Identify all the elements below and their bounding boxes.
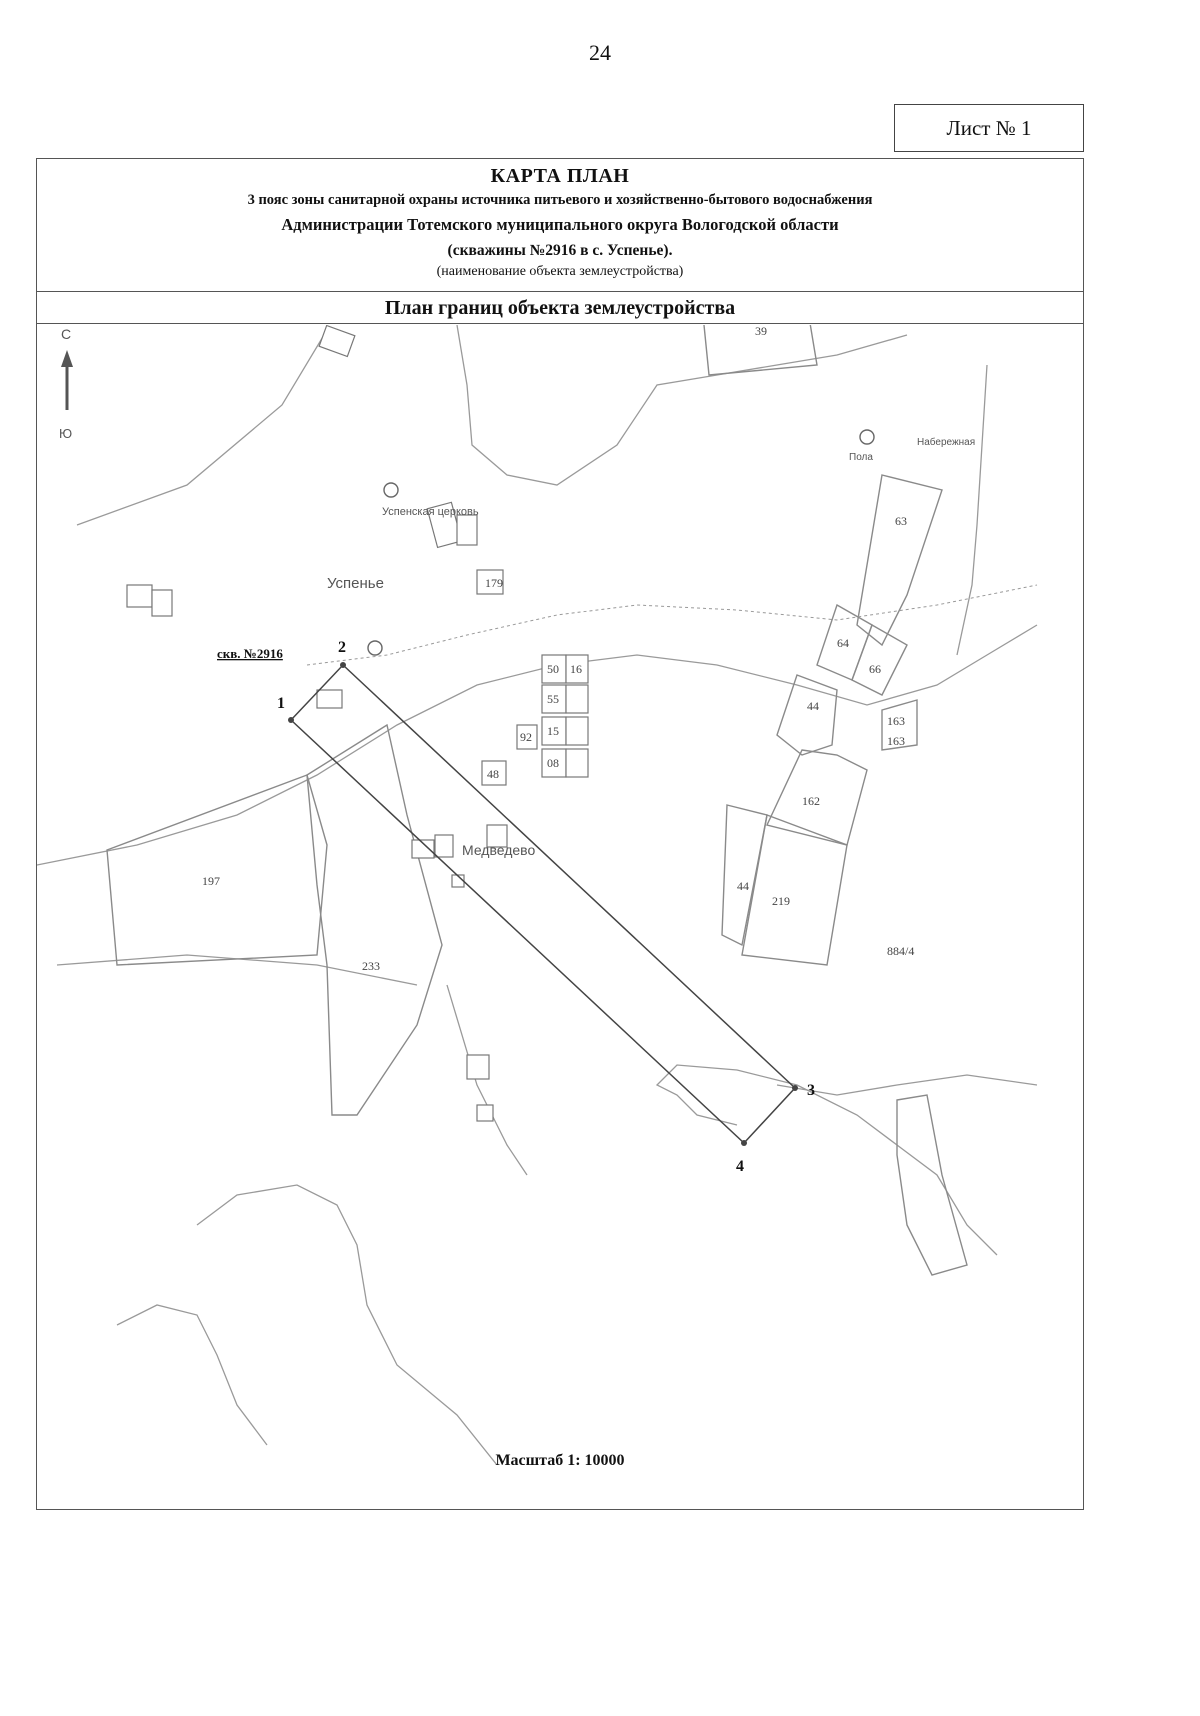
parcel-south-outline: [897, 1095, 967, 1275]
parcel-number: 884/4: [887, 944, 915, 958]
point-1-label: 1: [277, 695, 285, 712]
river-line: [457, 325, 907, 485]
place-icon: [860, 430, 874, 444]
parcel-63-outline: [857, 475, 942, 645]
parcel-number: 15: [547, 724, 559, 738]
place-label-medvedevo: Медведево: [462, 842, 536, 858]
road-line: [957, 365, 987, 655]
parcel-44-outline: [777, 675, 837, 755]
road-line: [77, 330, 327, 525]
parcel-number: 179: [485, 576, 503, 590]
parcel-number: 48: [487, 767, 499, 781]
point-2-label: 2: [338, 639, 346, 656]
point-3-label: 3: [807, 1082, 815, 1099]
parcel-number: 50: [547, 662, 559, 676]
parcel-number: 219: [772, 894, 790, 908]
parcel-number: 55: [547, 692, 559, 706]
place-label-uspenye: Успенье: [327, 575, 384, 592]
compass-north: С: [61, 326, 72, 342]
map-subtitle-admin: Администрации Тотемского муниципального округа Вологодской области: [281, 215, 839, 234]
road-line: [777, 1075, 1037, 1095]
parcel-number: 44: [807, 699, 819, 713]
parcel-219-outline: [742, 815, 847, 965]
parcel-number: 162: [802, 794, 820, 808]
parcel-number: 64: [837, 636, 849, 650]
map-subtitle-caption: (наименование объекта землеустройства): [436, 264, 684, 279]
point-4-label: 4: [736, 1158, 744, 1175]
place-icon: [368, 641, 382, 655]
parcel-number: 163: [887, 734, 905, 748]
parcel-number: 39: [755, 325, 767, 338]
map-subtitle-zone: 3 пояс зоны санитарной охраны источника питьевого и хозяйственно-бытового водоснабжения: [247, 192, 873, 208]
place-label-church: Успенская церковь: [382, 506, 479, 518]
parcel-number: 233: [362, 959, 380, 973]
compass-icon: [59, 326, 73, 441]
parcel-number: 16: [570, 662, 582, 676]
well-label: скв. №2916: [217, 646, 283, 661]
page-number: 24: [589, 40, 611, 65]
church-icon: [384, 483, 398, 497]
parcel-number: 08: [547, 756, 559, 770]
compass-south: Ю: [59, 426, 73, 441]
river-line: [117, 1305, 267, 1445]
place-label-pola: Пола: [849, 452, 873, 463]
road-line: [447, 985, 527, 1175]
dashed-boundary: [307, 585, 1037, 665]
parcel-66-outline: [852, 625, 907, 695]
parcel-number: 44: [737, 879, 749, 893]
parcel-197-outline: [107, 775, 327, 965]
map-title: КАРТА ПЛАН: [490, 165, 630, 187]
map-subtitle-well: (скважины №2916 в с. Успенье).: [447, 242, 673, 259]
parcel-number: 92: [520, 730, 532, 744]
parcel-number: 66: [869, 662, 881, 676]
parcel-number: 63: [895, 514, 907, 528]
plan-title: План границ объекта землеустройства: [36, 292, 1084, 324]
cadastral-map: [37, 325, 1083, 1465]
place-label-embankment: Набережная: [917, 437, 976, 448]
parcel-44b-outline: [722, 805, 767, 945]
map-header: [36, 158, 1084, 292]
parcel-number: 163: [887, 714, 905, 728]
river-line: [197, 1185, 497, 1465]
map-scale: Масштаб 1: 10000: [495, 1452, 625, 1469]
parcel-number: 197: [202, 874, 220, 888]
parcel-233-outline: [307, 725, 442, 1115]
sheet-label: Лист № 1: [894, 104, 1084, 152]
